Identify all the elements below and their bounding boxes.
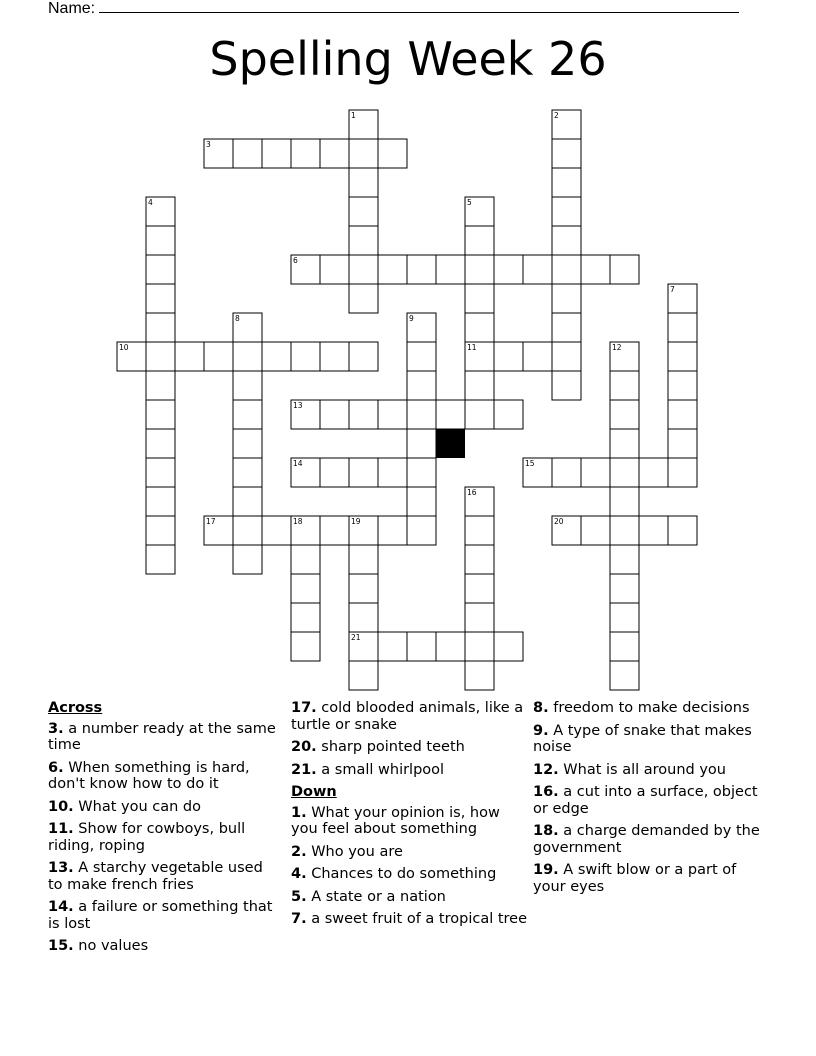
grid-cell[interactable] — [233, 545, 262, 574]
grid-cell[interactable] — [146, 487, 175, 516]
across-heading: Across — [48, 700, 103, 716]
clue-across-17: 17. cold blooded animals, like a turtle or snake — [291, 700, 524, 733]
clues-column-1 — [48, 700, 280, 961]
grid-cell[interactable] — [552, 371, 581, 400]
grid-cell[interactable] — [349, 342, 378, 371]
grid-cell[interactable] — [465, 313, 494, 342]
grid-cell[interactable] — [262, 342, 291, 371]
grid-cell[interactable] — [639, 458, 668, 487]
grid-cell[interactable] — [320, 342, 349, 371]
grid-cell[interactable] — [349, 400, 378, 429]
grid-cell[interactable] — [581, 255, 610, 284]
clue-across-6: 6. When something is hard, don't know how to do it — [48, 759, 250, 792]
clue-down-4: 4. Chances to do something — [291, 866, 497, 882]
grid-cell[interactable] — [668, 429, 697, 458]
grid-cell[interactable] — [552, 226, 581, 255]
grid-cell[interactable] — [465, 603, 494, 632]
grid-cell[interactable] — [291, 603, 320, 632]
cell-number: 18 — [293, 517, 303, 526]
grid-cell[interactable] — [320, 516, 349, 545]
grid-cell[interactable] — [320, 458, 349, 487]
grid-cell[interactable] — [407, 632, 436, 661]
grid-cell[interactable] — [233, 139, 262, 168]
grid-cell[interactable] — [349, 603, 378, 632]
cell-number: 8 — [235, 314, 240, 323]
clue-down-12: 12. What is all around you — [533, 761, 726, 778]
grid-cell[interactable] — [668, 516, 697, 545]
grid-cell[interactable] — [610, 603, 639, 632]
grid-cell[interactable] — [523, 342, 552, 371]
cell-number: 12 — [612, 343, 622, 352]
grid-cell[interactable] — [233, 371, 262, 400]
down-heading: Down — [291, 784, 337, 800]
cell-number: 5 — [467, 198, 472, 207]
grid-cell[interactable] — [552, 139, 581, 168]
grid-cell[interactable] — [349, 458, 378, 487]
grid-cell[interactable] — [146, 255, 175, 284]
grid-cell[interactable] — [494, 342, 523, 371]
grid-cell[interactable] — [378, 400, 407, 429]
grid-cell[interactable] — [610, 545, 639, 574]
clues-column-3 — [533, 700, 765, 901]
grid-cell[interactable] — [291, 632, 320, 661]
grid-cell[interactable] — [349, 255, 378, 284]
grid-cell[interactable] — [146, 458, 175, 487]
grid-cell[interactable] — [407, 516, 436, 545]
cell-number: 10 — [119, 343, 129, 352]
grid-cell[interactable] — [465, 255, 494, 284]
grid-cell[interactable] — [349, 168, 378, 197]
cell-number: 11 — [467, 343, 477, 352]
grid-cell[interactable] — [407, 429, 436, 458]
grid-cell[interactable] — [349, 574, 378, 603]
grid-cell[interactable] — [581, 516, 610, 545]
cell-number: 9 — [409, 314, 414, 323]
grid-cell[interactable] — [349, 545, 378, 574]
clue-down-16: 16. a cut into a surface, object or edge — [533, 784, 758, 817]
grid-cell[interactable] — [233, 400, 262, 429]
clue-across-10: 10. What you can do — [48, 798, 201, 815]
grid-cell[interactable] — [233, 342, 262, 371]
cell-number: 14 — [293, 459, 303, 468]
clue-across-14: 14. a failure or something that is lost — [48, 899, 273, 932]
grid-cell[interactable] — [610, 632, 639, 661]
clue-down-7: 7. a sweet fruit of a tropical tree — [291, 911, 528, 927]
grid-cell[interactable] — [378, 516, 407, 545]
grid-cell[interactable] — [639, 516, 668, 545]
cell-number: 13 — [293, 401, 303, 410]
cell-number: 6 — [293, 256, 298, 265]
cell-number: 7 — [670, 285, 675, 294]
clue-across-11: 11. Show for cowboys, bull riding, roping — [48, 821, 246, 854]
grid-cell[interactable] — [552, 197, 581, 226]
clue-across-20: 20. sharp pointed teeth — [291, 739, 465, 755]
grid-cell[interactable] — [349, 226, 378, 255]
clue-across-3: 3. a number ready at the same time — [48, 720, 276, 753]
clue-across-13: 13. A starchy vegetable used to make french fries — [48, 860, 263, 893]
grid-cell[interactable] — [320, 255, 349, 284]
grid-cell[interactable] — [610, 487, 639, 516]
grid-cell[interactable] — [610, 661, 639, 690]
clue-across-15: 15. no values — [48, 938, 149, 954]
grid-cell[interactable] — [233, 487, 262, 516]
grid-cell[interactable] — [581, 458, 610, 487]
grid-cell[interactable] — [610, 255, 639, 284]
grid-cell[interactable] — [233, 516, 262, 545]
grid-cell[interactable] — [465, 226, 494, 255]
grid-cell[interactable] — [552, 458, 581, 487]
grid-cell[interactable] — [146, 516, 175, 545]
cell-number: 1 — [351, 111, 356, 120]
grid-cell[interactable] — [610, 574, 639, 603]
grid-cell[interactable] — [465, 371, 494, 400]
grid-cell[interactable] — [610, 429, 639, 458]
name-label: Name: — [48, 0, 96, 17]
grid-cell[interactable] — [465, 632, 494, 661]
grid-cell[interactable] — [262, 516, 291, 545]
grid-cell[interactable] — [465, 574, 494, 603]
cell-number: 21 — [351, 633, 361, 642]
grid-cell[interactable] — [668, 458, 697, 487]
grid-cell[interactable] — [407, 458, 436, 487]
clue-down-18: 18. a charge demanded by the government — [533, 823, 760, 856]
clue-down-8: 8. freedom to make decisions — [533, 700, 750, 716]
clue-down-5: 5. A state or a nation — [291, 888, 446, 905]
grid-cell[interactable] — [233, 429, 262, 458]
grid-cell[interactable] — [668, 400, 697, 429]
grid-cell[interactable] — [465, 661, 494, 690]
grid-cell[interactable] — [523, 255, 552, 284]
grid-cell[interactable] — [552, 342, 581, 371]
grid-cell[interactable] — [407, 371, 436, 400]
grid-cell[interactable] — [349, 197, 378, 226]
grid-cell[interactable] — [668, 342, 697, 371]
cell-number: 4 — [148, 198, 153, 207]
grid-cell[interactable] — [378, 255, 407, 284]
clue-down-2: 2. Who you are — [291, 843, 403, 860]
clue-down-19: 19. A swift blow or a part of your eyes — [533, 862, 737, 895]
cell-number: 19 — [351, 517, 361, 526]
grid-cell[interactable] — [552, 168, 581, 197]
grid-cell[interactable] — [233, 458, 262, 487]
grid-cell[interactable] — [610, 400, 639, 429]
cell-number: 2 — [554, 111, 559, 120]
grid-cell[interactable] — [465, 284, 494, 313]
clues-column-2 — [291, 700, 529, 934]
grid-cell[interactable] — [436, 400, 465, 429]
grid-cell[interactable] — [610, 516, 639, 545]
grid-cell[interactable] — [552, 313, 581, 342]
cell-number: 17 — [206, 517, 216, 526]
grid-cell[interactable] — [146, 342, 175, 371]
grid-cell[interactable] — [146, 284, 175, 313]
black-square — [436, 429, 465, 458]
grid-cell[interactable] — [465, 545, 494, 574]
grid-cell[interactable] — [146, 429, 175, 458]
grid-cell[interactable] — [494, 632, 523, 661]
cell-number: 20 — [554, 517, 564, 526]
grid-cell[interactable] — [465, 516, 494, 545]
grid-cell[interactable] — [146, 313, 175, 342]
grid-cell[interactable] — [407, 400, 436, 429]
grid-cell[interactable] — [291, 342, 320, 371]
grid-cell[interactable] — [610, 371, 639, 400]
grid-cell[interactable] — [552, 255, 581, 284]
clue-down-1: 1. What your opinion is, how you feel about something — [291, 804, 500, 837]
grid-cell[interactable] — [378, 458, 407, 487]
grid-cell[interactable] — [291, 574, 320, 603]
page-title: Spelling Week 26 — [209, 32, 607, 86]
grid-cell[interactable] — [407, 487, 436, 516]
grid-cell[interactable] — [465, 400, 494, 429]
grid-cell[interactable] — [407, 255, 436, 284]
clue-down-9: 9. A type of snake that makes noise — [533, 722, 752, 755]
grid-cell[interactable] — [552, 284, 581, 313]
grid-cell[interactable] — [378, 632, 407, 661]
grid-cell[interactable] — [436, 632, 465, 661]
grid-cell[interactable] — [668, 371, 697, 400]
grid-cell[interactable] — [320, 139, 349, 168]
grid-cell[interactable] — [146, 226, 175, 255]
grid-cell[interactable] — [146, 400, 175, 429]
grid-cell[interactable] — [378, 139, 407, 168]
grid-cell[interactable] — [262, 139, 291, 168]
grid-cell[interactable] — [291, 139, 320, 168]
grid-cell[interactable] — [204, 342, 233, 371]
grid-cell[interactable] — [349, 284, 378, 313]
grid-cell[interactable] — [407, 342, 436, 371]
cell-number: 15 — [525, 459, 535, 468]
grid-cell[interactable] — [494, 255, 523, 284]
grid-cell[interactable] — [610, 458, 639, 487]
cell-number: 3 — [206, 140, 211, 149]
clue-across-21: 21. a small whirlpool — [291, 761, 445, 778]
grid-cell[interactable] — [436, 255, 465, 284]
grid-cell[interactable] — [146, 545, 175, 574]
grid-cell[interactable] — [349, 139, 378, 168]
grid-cell[interactable] — [146, 371, 175, 400]
grid-cell[interactable] — [175, 342, 204, 371]
grid-cell[interactable] — [320, 400, 349, 429]
grid-cell[interactable] — [291, 545, 320, 574]
grid-cell[interactable] — [349, 661, 378, 690]
grid-cell[interactable] — [494, 400, 523, 429]
grid-cell[interactable] — [668, 313, 697, 342]
cell-number: 16 — [467, 488, 477, 497]
